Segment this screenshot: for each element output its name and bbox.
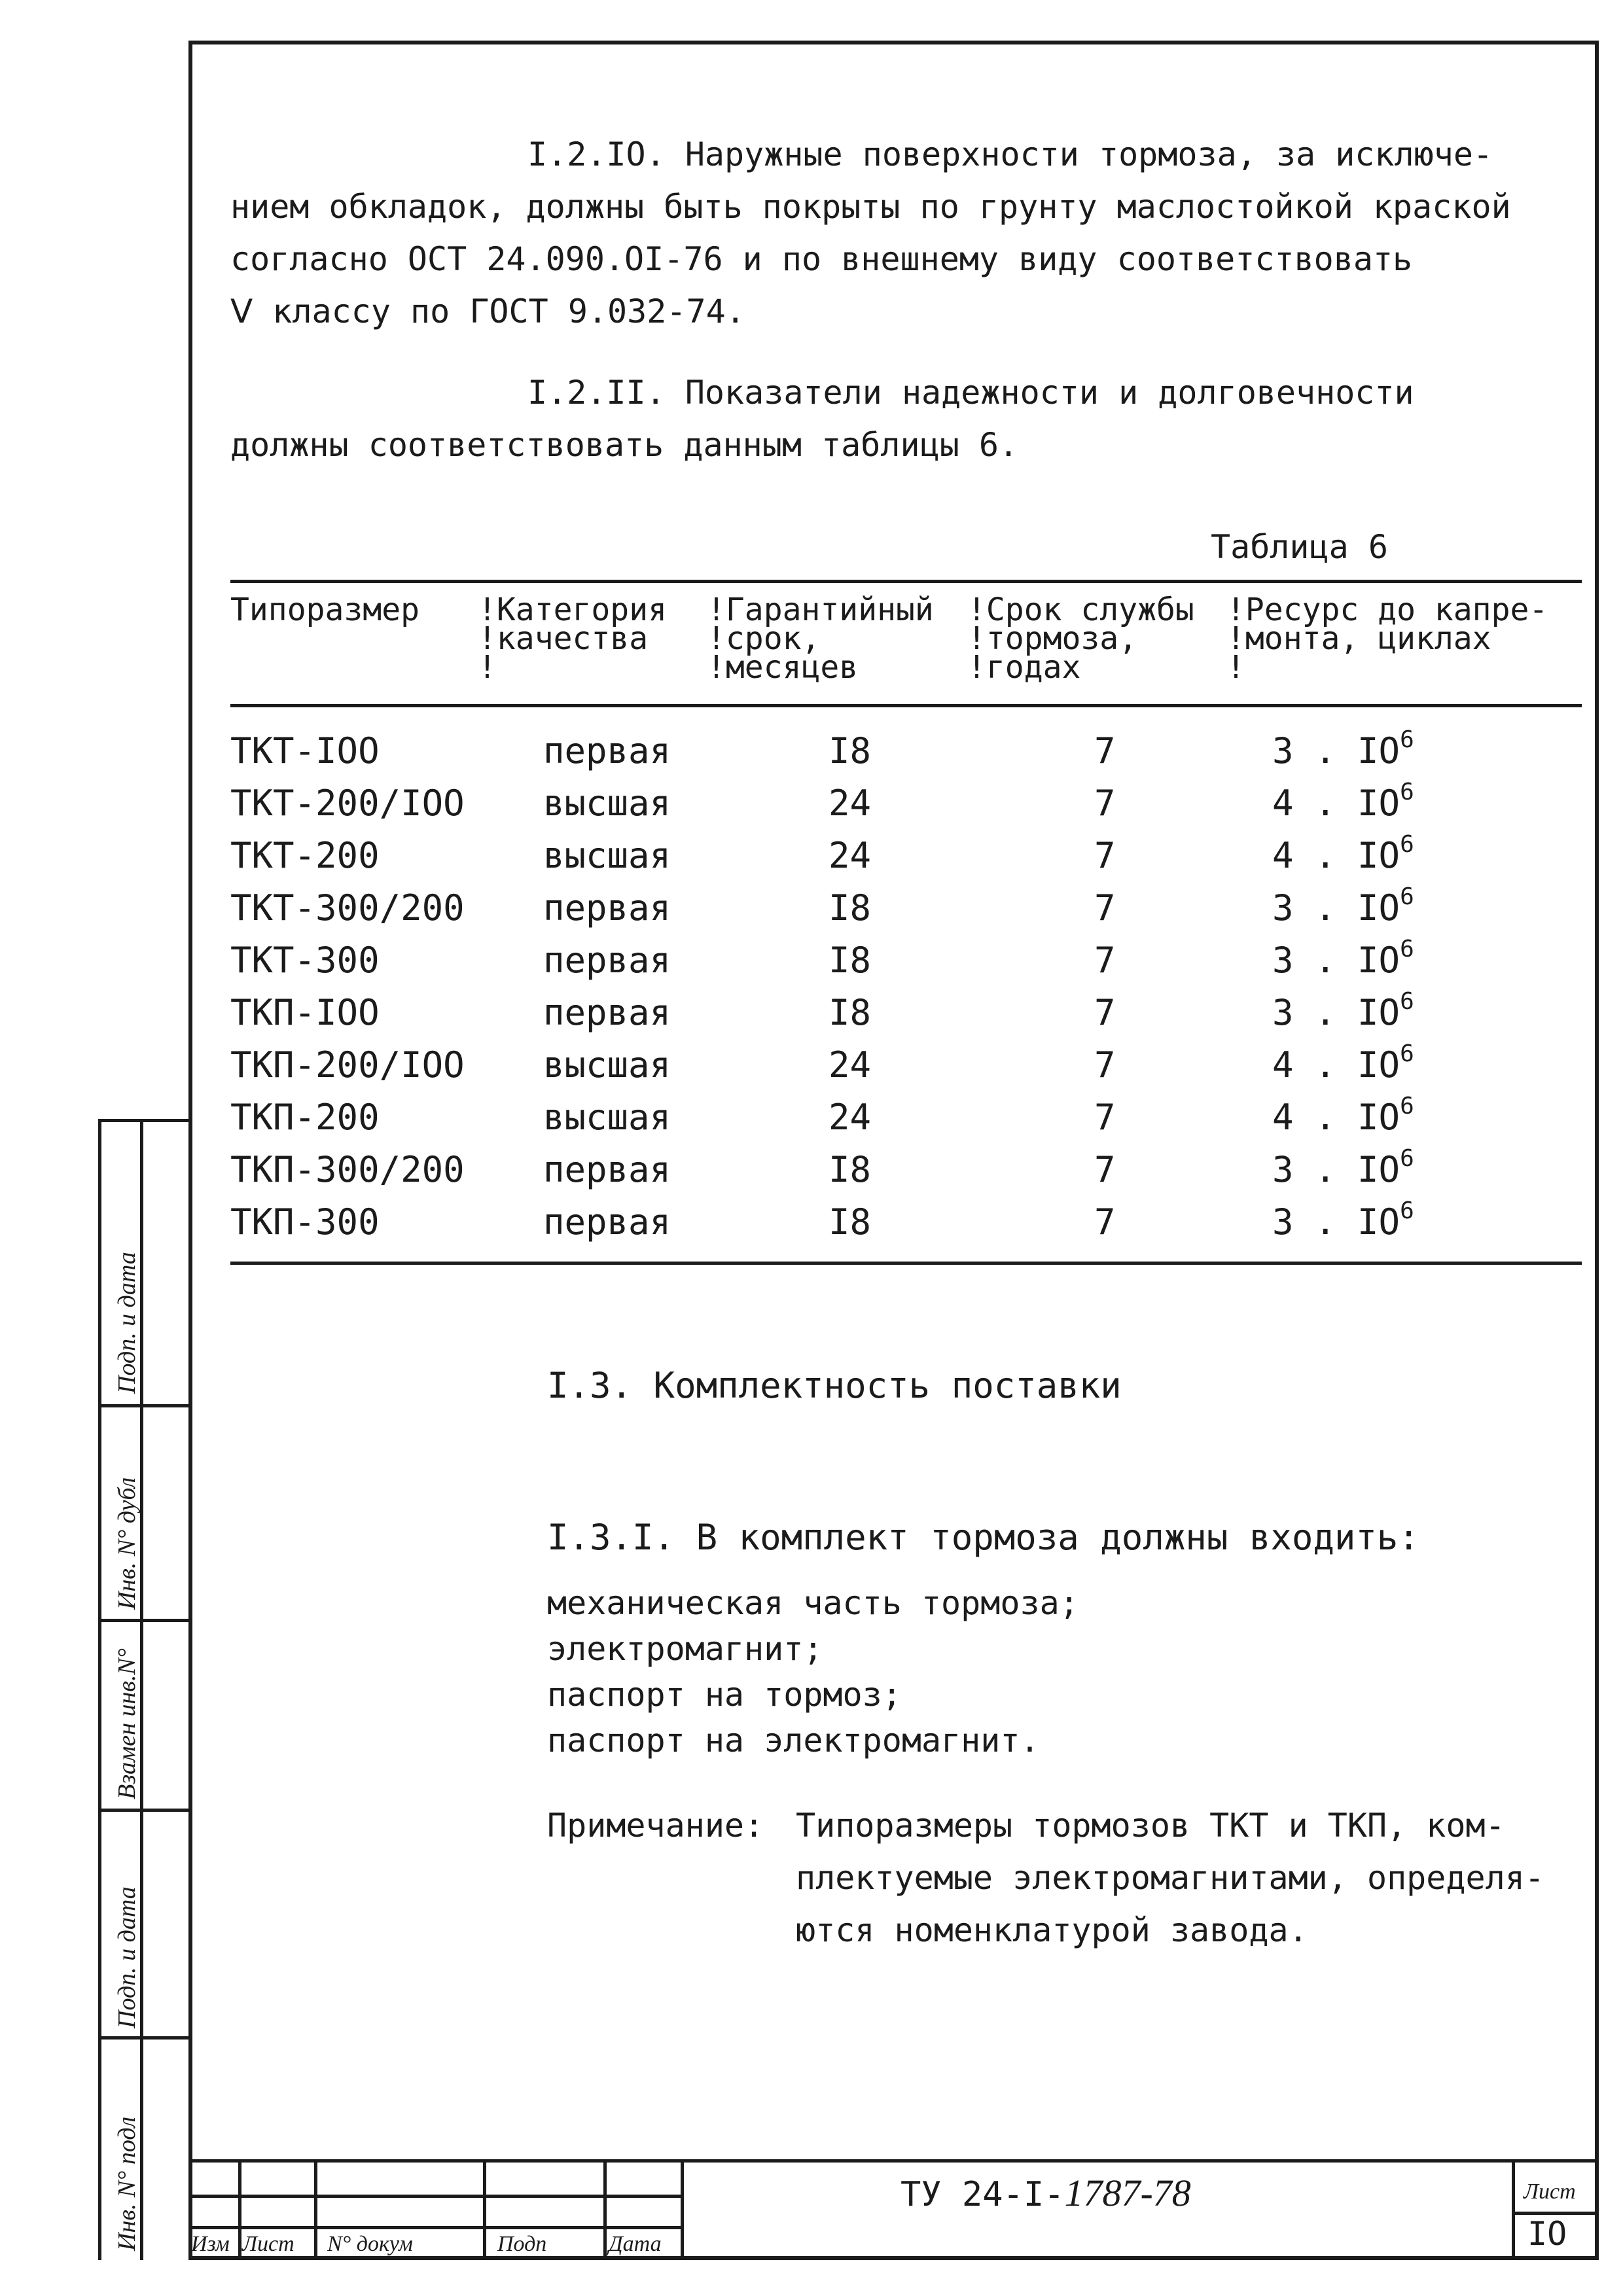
table-row <box>230 777 1592 830</box>
table-row <box>230 934 1592 987</box>
stamp-label-signature: Подп <box>497 2232 547 2256</box>
cell-life: 7 <box>1094 730 1116 771</box>
cell-size: ТКТ-300/200 <box>230 887 465 928</box>
cell-life: 7 <box>1094 887 1116 928</box>
cell-category: первая <box>543 940 671 981</box>
document-code-handwritten: 1787-78 <box>1064 2172 1191 2214</box>
side-strip-divider <box>98 1404 190 1407</box>
table-row <box>230 1196 1592 1248</box>
stamp-col-rule <box>603 2159 607 2260</box>
cell-life: 7 <box>1094 940 1116 981</box>
cell-size: ТКТ-IOO <box>230 730 380 771</box>
cell-life: 7 <box>1094 1149 1116 1190</box>
stamp-label-change: Изм <box>191 2232 230 2256</box>
paragraph-1-2-10-line-3: согласно ОСТ 24.090.OI-76 и по внешнему виду соответствовать <box>230 240 1413 278</box>
table-top-rule <box>230 580 1582 583</box>
paragraph-1-2-10-line-4: Ⅴ классу по ГОСТ 9.032-74. <box>230 292 745 330</box>
table-row <box>230 987 1592 1039</box>
resource-value: 3 . IO <box>1272 730 1400 771</box>
cell-resource <box>1272 725 1414 777</box>
header-col-resource-2: !монта, циклах <box>1226 620 1491 657</box>
cell-size: ТКП-200 <box>230 1097 380 1138</box>
cell-life: 7 <box>1094 1044 1116 1086</box>
resource-exponent: 6 <box>1400 883 1414 910</box>
cell-resource <box>1272 1091 1414 1144</box>
side-strip-border <box>98 1119 101 2260</box>
stamp-col-rule <box>483 2159 486 2260</box>
list-item: электромагнит; <box>547 1630 823 1668</box>
cell-category: высшая <box>543 783 671 824</box>
header-col-resource-3: ! <box>1226 649 1245 686</box>
resource-value: 4 . IO <box>1272 1044 1400 1086</box>
table-row <box>230 1039 1592 1091</box>
stamp-row-rule <box>188 2195 681 2198</box>
cell-resource <box>1272 1144 1414 1196</box>
cell-life: 7 <box>1094 1097 1116 1138</box>
header-col-warranty-2: !срок, <box>707 620 821 657</box>
cell-warranty: 24 <box>829 783 872 824</box>
stamp-col-rule <box>238 2159 241 2260</box>
cell-resource <box>1272 1196 1414 1248</box>
stamp-sheet-rule <box>1512 2159 1515 2260</box>
cell-warranty: I8 <box>829 1201 872 1243</box>
note-label: Примечание: <box>547 1807 764 1845</box>
section-intro: I.3.I. В комплект тормоза должны входить: <box>547 1517 1419 1558</box>
cell-size: ТКТ-300 <box>230 940 380 981</box>
list-item: механическая часть тормоза; <box>547 1584 1079 1622</box>
cell-size: ТКП-300 <box>230 1201 380 1243</box>
resource-value: 3 . IO <box>1272 887 1400 928</box>
resource-value: 4 . IO <box>1272 1097 1400 1138</box>
resource-exponent: 6 <box>1400 1145 1414 1172</box>
resource-value: 4 . IO <box>1272 835 1400 876</box>
stamp-top-rule <box>188 2159 1599 2163</box>
resource-value: 4 . IO <box>1272 783 1400 824</box>
cell-size: ТКП-300/200 <box>230 1149 465 1190</box>
note-line-2: плектуемые электромагнитами, определя- <box>796 1859 1544 1897</box>
cell-resource <box>1272 1039 1414 1091</box>
cell-resource <box>1272 934 1414 987</box>
resource-value: 3 . IO <box>1272 940 1400 981</box>
cell-size: ТКТ-200 <box>230 835 380 876</box>
paragraph-1-2-11-line-1: I.2.II. Показатели надежности и долговечности <box>527 374 1414 412</box>
resource-exponent: 6 <box>1400 1197 1414 1224</box>
cell-resource <box>1272 987 1414 1039</box>
cell-category: первая <box>543 887 671 928</box>
side-strip-divider <box>98 1119 190 1122</box>
paragraph-1-2-10-line-1: I.2.IO. Наружные поверхности тормоза, за исключе- <box>527 135 1493 173</box>
cell-warranty: 24 <box>829 1044 872 1086</box>
header-col-life-2: !тормоза, <box>967 620 1138 657</box>
cell-category: первая <box>543 1201 671 1243</box>
header-col-size: Типоразмер <box>230 592 419 628</box>
cell-category: высшая <box>543 1044 671 1086</box>
side-label-signature-date: Подп. и дата <box>113 1886 141 2028</box>
cell-category: первая <box>543 1149 671 1190</box>
cell-size: ТКП-IOO <box>230 992 380 1033</box>
cell-warranty: 24 <box>829 835 872 876</box>
note-line-3: ются номенклатурой завода. <box>796 1911 1308 1949</box>
resource-exponent: 6 <box>1400 726 1414 753</box>
header-col-resource-1: !Ресурс до капре- <box>1226 592 1548 628</box>
side-strip-divider <box>98 1619 190 1622</box>
cell-life: 7 <box>1094 835 1116 876</box>
header-col-life-3: !годах <box>967 649 1081 686</box>
cell-warranty: 24 <box>829 1097 872 1138</box>
table-header-rule <box>230 704 1582 707</box>
cell-category: высшая <box>543 1097 671 1138</box>
cell-size: ТКТ-200/IOO <box>230 783 465 824</box>
list-item: паспорт на электромагнит. <box>547 1722 1040 1759</box>
cell-category: высшая <box>543 835 671 876</box>
side-strip-divider <box>98 1809 190 1812</box>
cell-warranty: I8 <box>829 1149 872 1190</box>
side-label-original-inventory: Инв. N° подл <box>113 2116 141 2251</box>
cell-life: 7 <box>1094 783 1116 824</box>
resource-exponent: 6 <box>1400 1093 1414 1120</box>
stamp-col-rule <box>681 2159 684 2260</box>
table-row <box>230 830 1592 882</box>
resource-exponent: 6 <box>1400 1040 1414 1067</box>
resource-value: 3 . IO <box>1272 1201 1400 1243</box>
stamp-label-doc-number: N° докум <box>327 2232 413 2256</box>
paragraph-1-2-11-line-2: должны соответствовать данным таблицы 6. <box>230 426 1019 464</box>
cell-resource <box>1272 830 1414 882</box>
side-label-signature-date-2: Подп. и дата <box>113 1252 141 1394</box>
resource-exponent: 6 <box>1400 779 1414 805</box>
paragraph-1-2-10-line-2: нием обкладок, должны быть покрыты по грунту маслостойкой краской <box>230 188 1511 226</box>
header-col-warranty-1: !Гарантийный <box>707 592 934 628</box>
sheet-label: Лист <box>1524 2180 1576 2204</box>
cell-resource <box>1272 777 1414 830</box>
side-label-duplicate-inventory: Инв. N° дубл <box>113 1477 141 1610</box>
cell-warranty: I8 <box>829 992 872 1033</box>
table-row <box>230 725 1592 777</box>
cell-life: 7 <box>1094 1201 1116 1243</box>
side-strip-divider <box>98 2036 190 2040</box>
stamp-col-rule <box>314 2159 317 2260</box>
resource-exponent: 6 <box>1400 988 1414 1015</box>
cell-category: первая <box>543 730 671 771</box>
cell-resource <box>1272 882 1414 934</box>
header-col-warranty-3: !месяцев <box>707 649 859 686</box>
table-row <box>230 882 1592 934</box>
resource-exponent: 6 <box>1400 936 1414 963</box>
cell-warranty: I8 <box>829 940 872 981</box>
list-item: паспорт на тормоз; <box>547 1676 902 1714</box>
cell-size: ТКП-200/IOO <box>230 1044 465 1086</box>
cell-warranty: I8 <box>829 887 872 928</box>
table-row <box>230 1091 1592 1144</box>
table-bottom-rule <box>230 1262 1582 1265</box>
table-caption: Таблица 6 <box>1211 528 1388 566</box>
cell-life: 7 <box>1094 992 1116 1033</box>
table-row <box>230 1144 1592 1196</box>
cell-warranty: I8 <box>829 730 872 771</box>
resource-value: 3 . IO <box>1272 992 1400 1033</box>
sheet-number: IO <box>1527 2215 1567 2253</box>
stamp-row-rule <box>188 2226 681 2229</box>
side-label-replacement-inventory: Взамен инв.N° <box>113 1648 141 1799</box>
section-heading: I.3. Комплектность поставки <box>547 1365 1122 1406</box>
resource-value: 3 . IO <box>1272 1149 1400 1190</box>
stamp-label-sheet: Лист <box>242 2232 294 2256</box>
document-code-prefix: ТУ 24-I- <box>901 2175 1065 2214</box>
cell-category: первая <box>543 992 671 1033</box>
document-code <box>901 2171 1191 2215</box>
header-col-life-1: !Срок службы <box>967 592 1194 628</box>
note-line-1: Типоразмеры тормозов ТКТ и ТКП, ком- <box>796 1807 1505 1845</box>
header-col-category-1: !Категория <box>478 592 667 628</box>
stamp-label-date: Дата <box>609 2232 662 2256</box>
header-col-category-2: !качества <box>478 620 649 657</box>
header-col-category-3: ! <box>478 649 497 686</box>
resource-exponent: 6 <box>1400 831 1414 858</box>
